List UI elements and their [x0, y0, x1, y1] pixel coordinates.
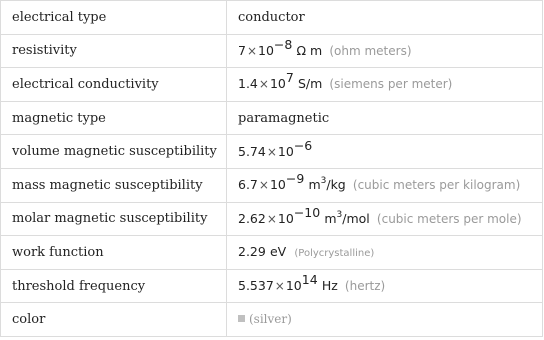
exponent: 7 — [285, 70, 294, 86]
row-value-color — [227, 303, 543, 337]
value-number: 2.29 — [238, 244, 266, 260]
table-row — [1, 1, 543, 35]
color-swatch — [238, 315, 245, 322]
row-label-molar-magnetic-susceptibility: molar magnetic susceptibility — [1, 202, 227, 236]
color-name: (silver) — [249, 312, 292, 327]
row-label-color: color — [1, 303, 227, 337]
row-value-molar-magnetic-susceptibility — [227, 202, 543, 236]
unit-rest: /kg — [326, 177, 346, 193]
times-sign: × — [266, 211, 277, 226]
table-row — [1, 135, 543, 169]
row-label-threshold-frequency: threshold frequency — [1, 269, 227, 303]
unit — [308, 177, 345, 192]
unit-gloss: (cubic meters per mole) — [376, 211, 522, 226]
row-value-volume-magnetic-susceptibility — [227, 135, 543, 169]
row-value-mass-magnetic-susceptibility — [227, 168, 543, 202]
row-value-threshold-frequency — [227, 269, 543, 303]
unit: Ω m — [296, 42, 323, 58]
exponent: −6 — [293, 137, 313, 153]
unit-gloss: (siemens per meter) — [329, 77, 453, 92]
value-text: conductor — [238, 9, 305, 25]
unit-base: m — [324, 210, 337, 226]
unit-gloss: (ohm meters) — [329, 43, 412, 58]
unit: S/m — [297, 76, 323, 92]
row-value-magnetic-type — [227, 101, 543, 135]
power-base: 10 — [258, 42, 274, 58]
row-label-electrical-conductivity: electrical conductivity — [1, 68, 227, 102]
power-base: 10 — [277, 210, 294, 226]
table-row — [1, 68, 543, 102]
table-row — [1, 168, 543, 202]
row-value-electrical-type — [227, 1, 543, 35]
value-text: paramagnetic — [238, 110, 330, 126]
table-row — [1, 202, 543, 236]
row-label-volume-magnetic-susceptibility: volume magnetic susceptibility — [1, 135, 227, 169]
power-base: 10 — [269, 177, 286, 193]
row-label-magnetic-type: magnetic type — [1, 101, 227, 135]
row-label-mass-magnetic-susceptibility: mass magnetic susceptibility — [1, 168, 227, 202]
unit-gloss: (cubic meters per kilogram) — [352, 178, 521, 193]
unit: eV — [269, 244, 287, 260]
unit-gloss: (hertz) — [344, 279, 386, 294]
mantissa: 6.7 — [238, 177, 258, 193]
exponent: −10 — [293, 204, 321, 220]
table-row — [1, 269, 543, 303]
exponent: 14 — [301, 272, 318, 288]
table-row — [1, 101, 543, 135]
row-label-electrical-type: electrical type — [1, 1, 227, 35]
unit-exponent: 3 — [336, 209, 343, 220]
times-sign: × — [274, 279, 285, 294]
times-sign: × — [258, 178, 269, 193]
mantissa: 1.4 — [238, 76, 258, 92]
power-base: 10 — [285, 278, 302, 294]
unit: Hz — [321, 278, 338, 294]
unit-gloss: (Polycrystalline) — [294, 248, 375, 260]
power-base: 10 — [269, 76, 286, 92]
unit-base: m — [308, 177, 321, 193]
row-value-resistivity — [227, 34, 543, 68]
row-label-work-function: work function — [1, 236, 227, 270]
exponent: −8 — [273, 36, 293, 52]
unit-exponent: 3 — [320, 176, 327, 187]
table-row — [1, 236, 543, 270]
power-base: 10 — [277, 143, 294, 159]
mantissa: 2.62 — [238, 210, 266, 226]
table-row — [1, 34, 543, 68]
times-sign: × — [246, 43, 258, 58]
row-value-electrical-conductivity — [227, 68, 543, 102]
times-sign: × — [266, 144, 277, 159]
mantissa: 7 — [238, 42, 246, 58]
table-row — [1, 303, 543, 337]
exponent: −9 — [285, 171, 305, 187]
mantissa: 5.74 — [238, 143, 266, 159]
row-value-work-function — [227, 236, 543, 270]
row-label-resistivity: resistivity — [1, 34, 227, 68]
unit-rest: /mol — [342, 210, 370, 226]
times-sign: × — [258, 77, 269, 92]
unit — [324, 211, 369, 226]
mantissa: 5.537 — [238, 278, 274, 294]
